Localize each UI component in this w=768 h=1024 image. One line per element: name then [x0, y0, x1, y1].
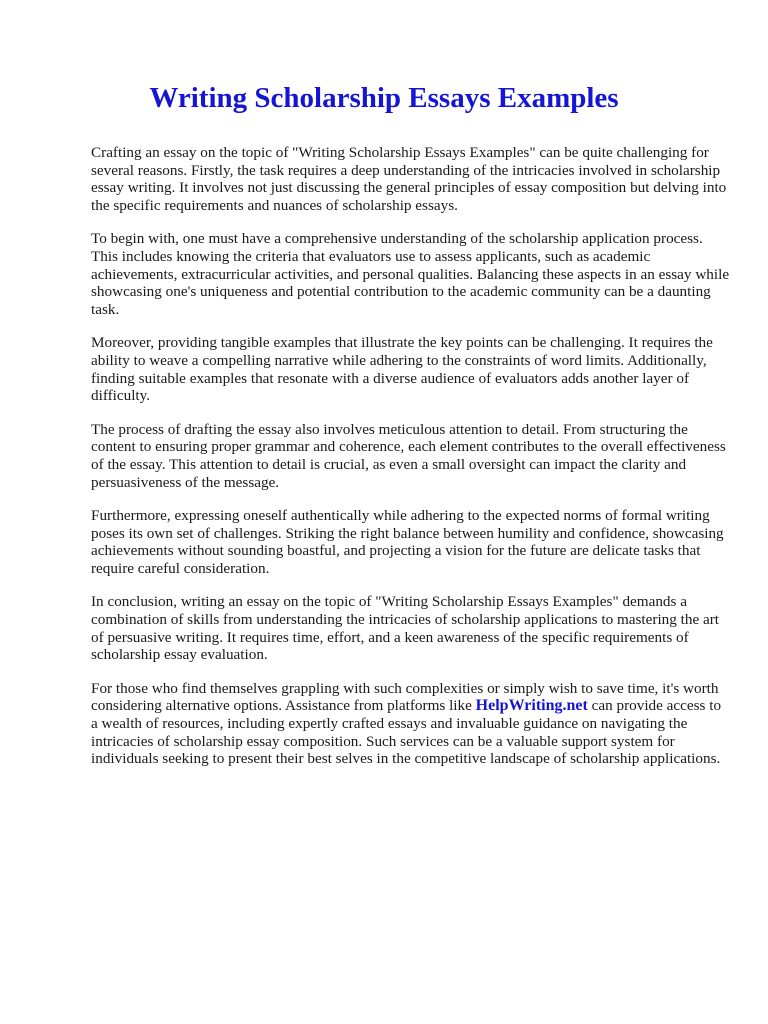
paragraph-drafting: The process of drafting the essay also involves meticulous attention to detail. From structuring the content to ensuring proper grammar and coherence, each element contributes to the overall effectiveness of the essay. This attention to detail is crucial, as even a small oversight can impact the clarity and persuasiveness of the message.: [91, 420, 726, 491]
paragraph-conclusion: In conclusion, writing an essay on the topic of "Writing Scholarship Essays Examples" demands a combination of skills from understanding the intricacies of scholarship applications to mastering the art of persuasive writing. It requires time, effort, and a keen awareness of the specific requirements of scholarship essay evaluation.: [91, 593, 720, 664]
paragraph-alternatives: [91, 680, 731, 768]
paragraph-alternatives-lead: For those who find themselves grappling with such complexities or simply wish to save time, it's worth considering alternative options. Assistance from platforms like: [91, 679, 719, 715]
document-body: [91, 144, 731, 784]
paragraph-intro: Crafting an essay on the topic of "Writing Scholarship Essays Examples" can be quite challenging for several reasons. Firstly, the task requires a deep understanding of the intricacies involved in scholarship essay writing. It involves not just discussing the general principles of essay composition but delving into the specific requirements and nuances of scholarship essays.: [91, 144, 727, 214]
paragraph-authenticity: Furthermore, expressing oneself authentically while adhering to the expected norms of formal writing poses its own set of challenges. Striking the right balance between humility and confidence, showcasing achievements without sounding boastful, and projecting a vision for the future are delicate tasks that require careful consideration.: [91, 507, 724, 577]
paragraph-application-process: To begin with, one must have a comprehensive understanding of the scholarship application process. This includes knowing the criteria that evaluators use to assess applicants, such as academic achievements, extracurricular activities, and personal qualities. Balancing these aspects in an essay while showcasing one's uniqueness and potential contribution to the academic community can be a daunting task.: [91, 230, 730, 318]
paragraph-alternatives-tail: can provide access to a wealth of resources, including expertly crafted essays and invaluable guidance on navigating the intricacies of scholarship essay composition. Such services can be a valuable support system for individuals seeking to present their best selves in the competitive landscape of scholarship applications.: [91, 697, 722, 768]
helpwriting-link[interactable]: HelpWriting.net: [475, 697, 588, 715]
paragraph-examples: Moreover, providing tangible examples that illustrate the key points can be challenging. It requires the ability to weave a compelling narrative while adhering to the constraints of word limits. Additionally, finding suitable examples that resonate with a diverse audience of evaluators adds another layer of difficulty.: [91, 334, 713, 405]
document-title: Writing Scholarship Essays Examples: [149, 82, 619, 114]
